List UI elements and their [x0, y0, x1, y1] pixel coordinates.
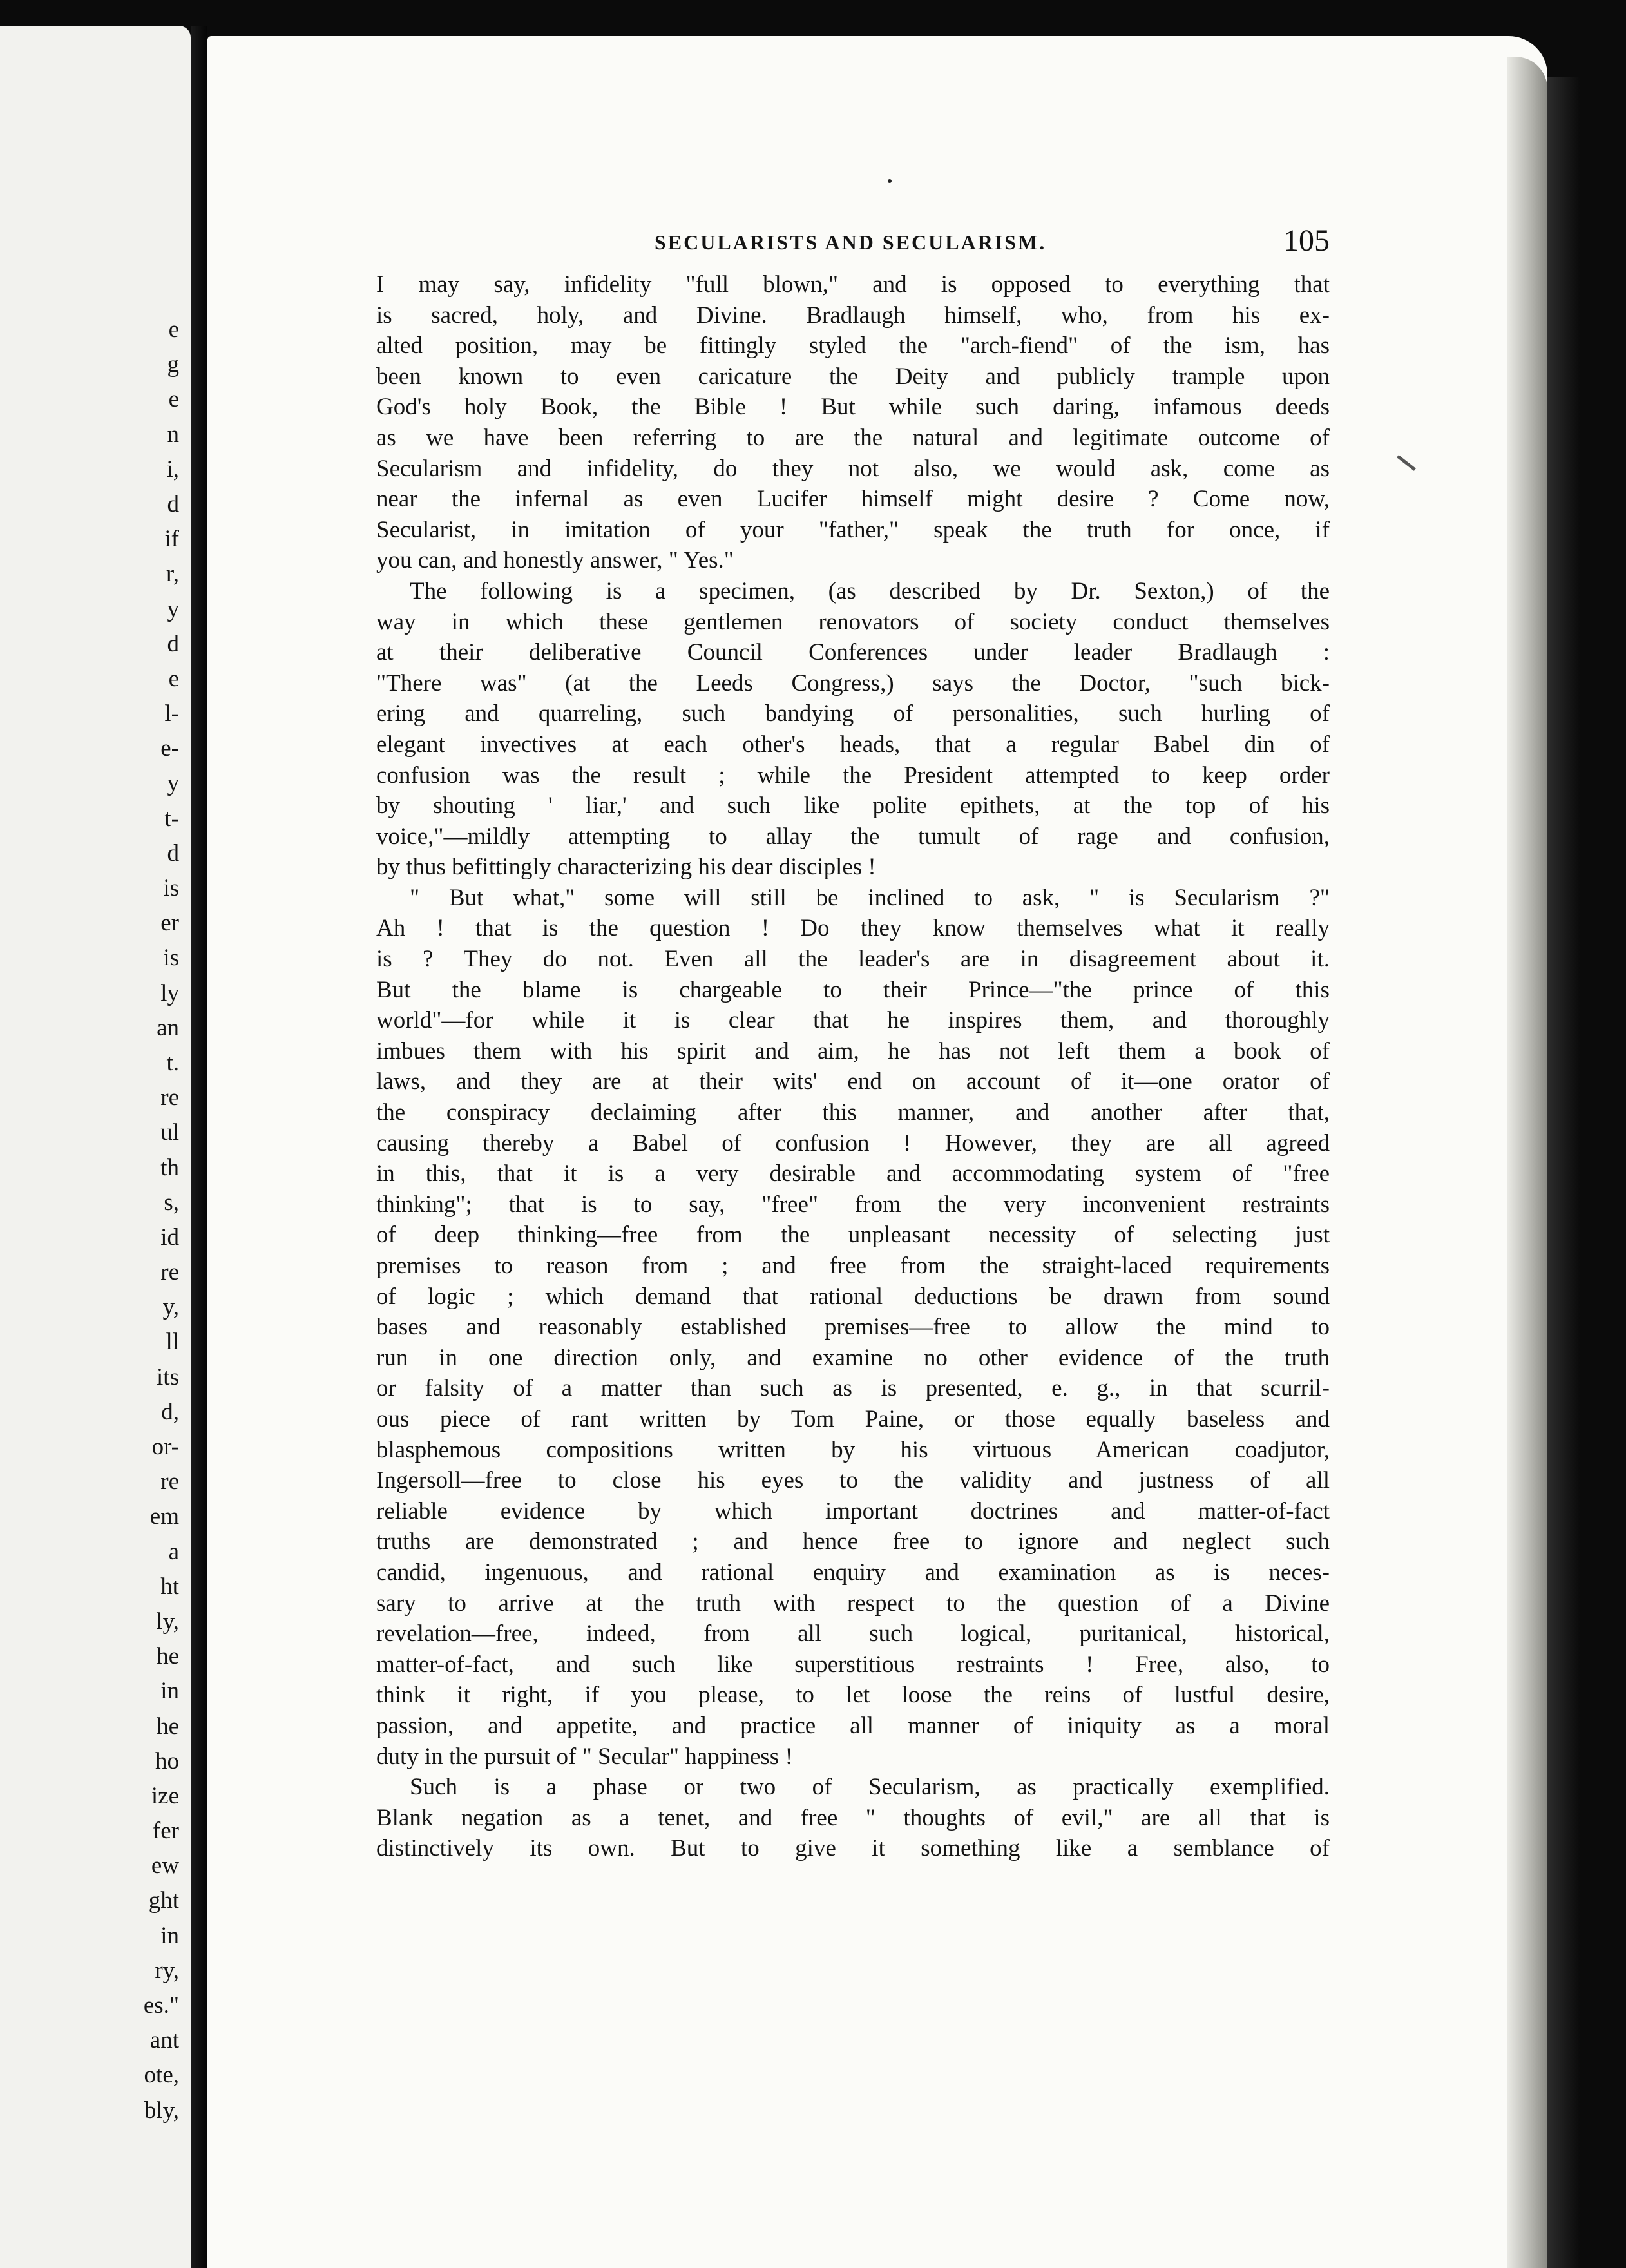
page-edge: [1507, 57, 1547, 2268]
left-page-fragment: re: [160, 1259, 179, 1286]
text-line: reliable evidence by which important doctrines and matter-of-fact: [376, 1497, 1330, 1524]
text-line: you can, and honestly answer, " Yes.": [376, 547, 734, 574]
text-line: candid, ingenuous, and rational enquiry and examination as is neces-: [376, 1559, 1330, 1586]
left-page-fragment: d,: [161, 1398, 179, 1425]
left-page-fragment: l-: [164, 700, 179, 727]
text-line: bases and reasonably established premises—free to allow the mind to: [376, 1314, 1330, 1341]
left-page-fragment: er: [160, 910, 179, 937]
text-line: confusion was the result ; while the President attempted to keep order: [376, 762, 1330, 789]
left-page-fragment: a: [168, 1538, 179, 1565]
ink-speck: [888, 179, 892, 183]
text-line: "There was" (at the Leeds Congress,) says the Doctor, "such bick-: [376, 669, 1330, 697]
left-page-fragment: d: [167, 840, 179, 867]
left-page-fragment: s,: [164, 1189, 179, 1216]
text-line: at their deliberative Council Conferences under leader Bradlaugh :: [376, 639, 1330, 666]
text-line: truths are demonstrated ; and hence free to ignore and neglect such: [376, 1528, 1330, 1555]
left-page-fragment: ght: [148, 1887, 179, 1914]
left-page-fragment: es.": [143, 1992, 179, 2019]
left-facing-page: [0, 26, 191, 2268]
text-line: been known to even caricature the Deity and publicly trample upon: [376, 363, 1330, 390]
left-page-fragment: e: [168, 386, 179, 413]
text-line: premises to reason from ; and free from the straight-laced requirements: [376, 1253, 1330, 1279]
text-line: But the blame is chargeable to their Prince—"the prince of this: [376, 976, 1330, 1003]
text-line: think it right, if you please, to let loose the reins of lustful desire,: [376, 1682, 1330, 1709]
left-page-fragment: e: [168, 665, 179, 692]
left-page-fragment: y: [167, 595, 179, 622]
text-line: world"—for while it is clear that he inspires them, and thoroughly: [376, 1007, 1330, 1034]
text-line: ering and quarreling, such bandying of personalities, such hurling of: [376, 700, 1330, 727]
left-page-fragment: y: [167, 770, 179, 797]
left-page-fragment: e: [168, 316, 179, 343]
text-line: God's holy Book, the Bible ! But while such daring, infamous deeds: [376, 394, 1330, 421]
left-page-fragment: t.: [166, 1049, 179, 1076]
left-page-fragment: fer: [152, 1818, 179, 1845]
left-page-fragment: ll: [166, 1329, 179, 1356]
text-line: distinctively its own. But to give it something like a semblance of: [376, 1835, 1330, 1862]
left-page-fragment: in: [160, 1678, 179, 1705]
text-line: blasphemous compositions written by his virtuous American coadjutor,: [376, 1436, 1330, 1463]
left-page-fragment: r,: [166, 561, 179, 588]
text-line: the conspiracy declaiming after this manner, and another after that,: [376, 1099, 1330, 1126]
left-page-fragment: in: [160, 1922, 179, 1949]
text-line: laws, and they are at their wits' end on account of it—one orator of: [376, 1068, 1330, 1095]
text-line: matter-of-fact, and such like superstitious restraints ! Free, also, to: [376, 1651, 1330, 1678]
left-page-fragment: d: [167, 490, 179, 517]
left-page-fragment: is: [163, 875, 179, 901]
left-page-fragment: em: [149, 1503, 179, 1530]
left-page-text-fragments: [89, 312, 179, 2128]
text-line: thinking"; that is to say, "free" from the very inconvenient restraints: [376, 1191, 1330, 1218]
text-line: revelation—free, indeed, from all such logical, puritanical, historical,: [376, 1620, 1330, 1648]
text-line: alted position, may be fittingly styled the "arch-fiend" of the ism, has: [376, 332, 1330, 360]
text-line: Secularism and infidelity, do they not also, we would ask, come as: [376, 455, 1330, 482]
text-line: way in which these gentlemen renovators of society conduct themselves: [376, 608, 1330, 635]
text-line: in this, that it is a very desirable and accommodating system of "free: [376, 1160, 1330, 1187]
text-line: Ah ! that is the question ! Do they know themselves what it really: [376, 915, 1330, 942]
text-line: passion, and appetite, and practice all manner of iniquity as a moral: [376, 1712, 1330, 1739]
left-page-fragment: its: [157, 1363, 179, 1390]
text-line: is ? They do not. Even all the leader's are in disagreement about it.: [376, 946, 1330, 973]
left-page-fragment: ht: [160, 1573, 179, 1600]
left-page-fragment: if: [164, 526, 179, 553]
book-gutter: [191, 26, 207, 2268]
text-line: or falsity of a matter than such as is presented, e. g., in that scurril-: [376, 1375, 1330, 1402]
text-line: run in one direction only, and examine no other evidence of the truth: [376, 1344, 1330, 1371]
left-page-fragment: ant: [149, 2027, 179, 2054]
left-page-fragment: t-: [164, 805, 179, 832]
text-line: of logic ; which demand that rational deductions be drawn from sound: [376, 1283, 1330, 1310]
text-line: ous piece of rant written by Tom Paine, or those equally baseless and: [376, 1405, 1330, 1432]
running-title: SECULARISTS AND SECULARISM.: [655, 231, 1047, 254]
left-page-fragment: th: [160, 1154, 179, 1181]
text-line: imbues them with his spirit and aim, he has not left them a book of: [376, 1037, 1330, 1064]
text-line: of deep thinking—free from the unpleasant necessity of selecting just: [376, 1222, 1330, 1249]
left-page-fragment: id: [160, 1224, 179, 1251]
page-body-text: [376, 269, 1330, 1864]
left-page-fragment: ize: [151, 1782, 179, 1809]
left-page-fragment: ly,: [156, 1608, 179, 1635]
text-line: voice,"—mildly attempting to allay the tumult of rage and confusion,: [376, 823, 1330, 850]
text-line: Such is a phase or two of Secularism, as practically exemplified.: [410, 1774, 1330, 1801]
text-line: is sacred, holy, and Divine. Bradlaugh himself, who, from his ex-: [376, 302, 1330, 329]
text-line: Ingersoll—free to close his eyes to the validity and justness of all: [376, 1467, 1330, 1494]
left-page-fragment: ew: [151, 1852, 179, 1879]
left-page-fragment: re: [160, 1468, 179, 1495]
left-page-fragment: g: [167, 351, 179, 378]
left-page-fragment: ho: [155, 1747, 179, 1774]
text-line: " But what," some will still be inclined to ask, " is Secularism ?": [410, 884, 1330, 911]
text-line: elegant invectives at each other's heads, that a regular Babel din of: [376, 731, 1330, 758]
left-page-fragment: ote,: [144, 2062, 179, 2089]
page-number: 105: [1283, 224, 1330, 258]
left-page-fragment: ul: [160, 1119, 179, 1146]
left-page-fragment: d: [167, 630, 179, 657]
text-line: The following is a specimen, (as described by Dr. Sexton,) of the: [410, 577, 1330, 604]
left-page-fragment: he: [157, 1713, 179, 1740]
left-page-fragment: ry,: [155, 1957, 179, 1984]
left-page-fragment: is: [163, 945, 179, 972]
text-line: near the infernal as even Lucifer himself might desire ? Come now,: [376, 486, 1330, 513]
text-line: by thus befittingly characterizing his dear disciples !: [376, 854, 876, 881]
left-page-fragment: y,: [162, 1294, 179, 1321]
text-line: sary to arrive at the truth with respect to the question of a Divine: [376, 1590, 1330, 1617]
text-line: by shouting ' liar,' and such like polite epithets, at the top of his: [376, 793, 1330, 820]
page-shadow: [1547, 77, 1580, 2268]
left-page-fragment: an: [157, 1014, 179, 1041]
text-line: Blank negation as a tenet, and free " thoughts of evil," are all that is: [376, 1804, 1330, 1831]
left-page-fragment: bly,: [144, 2097, 179, 2124]
text-line: duty in the pursuit of " Secular" happiness !: [376, 1743, 793, 1770]
left-page-fragment: he: [157, 1643, 179, 1670]
left-page-fragment: re: [160, 1084, 179, 1111]
text-line: causing thereby a Babel of confusion ! However, they are all agreed: [376, 1129, 1330, 1157]
left-page-fragment: i,: [166, 456, 179, 483]
text-line: as we have been referring to are the natural and legitimate outcome of: [376, 424, 1330, 451]
left-page-fragment: or-: [151, 1434, 179, 1460]
left-page-fragment: n: [167, 421, 179, 448]
left-page-fragment: e-: [160, 735, 179, 762]
text-line: I may say, infidelity "full blown," and is opposed to everything that: [376, 271, 1330, 298]
text-line: Secularist, in imitation of your "father," speak the truth for once, if: [376, 516, 1330, 543]
left-page-fragment: ly: [160, 979, 179, 1006]
running-header: [374, 224, 1330, 263]
